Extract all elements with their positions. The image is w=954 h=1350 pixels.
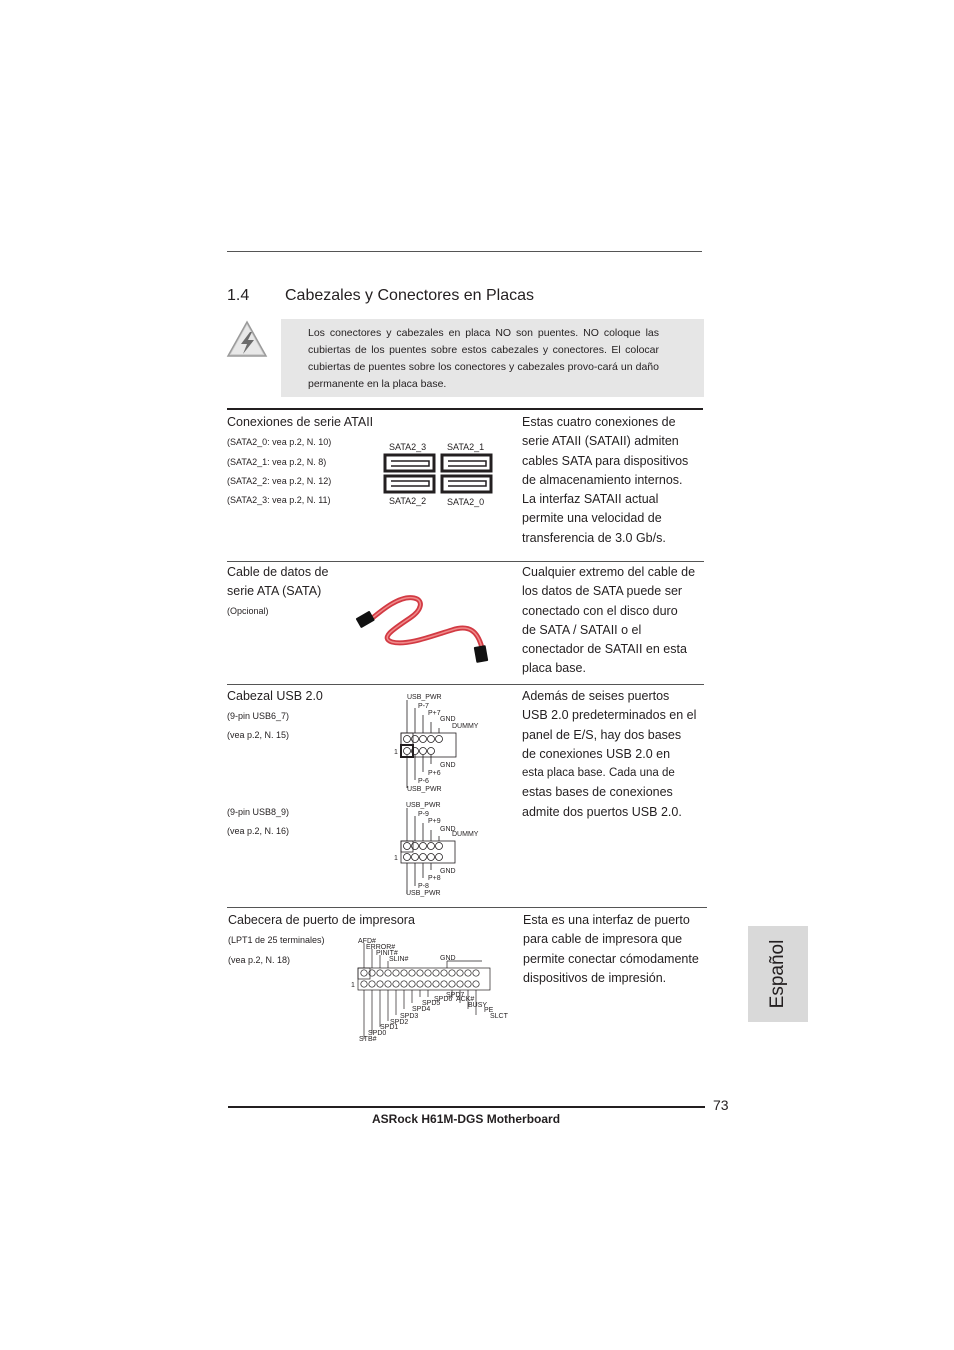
svg-text:P+8: P+8 (428, 875, 441, 882)
cable-rule (227, 561, 704, 562)
usb-header1-ref1: (9-pin USB6_7) (227, 711, 290, 721)
printer-ref2: (vea p.2, N. 18) (228, 955, 291, 965)
svg-text:USB_PWR: USB_PWR (406, 890, 441, 897)
svg-text:GND: GND (440, 716, 456, 723)
svg-text:SPD5: SPD5 (422, 1000, 441, 1007)
svg-text:SLCT: SLCT (490, 1013, 508, 1020)
footer-rule (228, 1106, 705, 1108)
cable-title-1: Cable de datos de (227, 565, 329, 579)
printer-ref1: (LPT1 de 25 terminales) (228, 935, 325, 945)
section-number: 1.4 (227, 287, 250, 304)
usb-header2-ref1: (9-pin USB8_9) (227, 807, 290, 817)
printer-title: Cabecera de puerto de impresora (228, 913, 415, 927)
usb-header-1-diagram (392, 688, 492, 796)
svg-text:AFD#: AFD# (358, 938, 376, 945)
sata-cable-image (352, 590, 492, 665)
warning-box (281, 319, 704, 397)
cable-description: Cualquier extremo del cable de los datos de SATA puede ser conectado con el disco duro de SATA / SATAII o el conectador de SATAII en esta placa base. (522, 565, 696, 676)
warning-triangle-icon (225, 319, 269, 359)
svg-text:P+9: P+9 (428, 818, 441, 825)
page-number: 73 (713, 1097, 729, 1113)
svg-text:SPD6: SPD6 (434, 996, 453, 1003)
svg-text:1: 1 (394, 855, 398, 862)
svg-text:PE: PE (484, 1007, 494, 1014)
svg-text:SPD2: SPD2 (390, 1019, 409, 1026)
sata-label-2-3: SATA2_3 (389, 442, 427, 452)
svg-text:SPD7: SPD7 (446, 992, 465, 999)
cable-note: (Opcional) (227, 606, 269, 616)
sata-description: Estas cuatro conexiones de serie ATAII (SATAII) admiten cables SATA para dispositivos de almacenamiento internos. La interfaz SATAII actual permite una velocidad de transferencia de 3.0 Gb/s. (522, 415, 689, 545)
language-tab (748, 926, 808, 1022)
svg-text:1: 1 (351, 982, 355, 989)
svg-text:BUSY: BUSY (468, 1002, 488, 1009)
usb-header1-ref2: (vea p.2, N. 15) (227, 730, 290, 740)
footer-model: ASRock H61M-DGS Motherboard (372, 1112, 561, 1126)
svg-text:P-8: P-8 (418, 883, 429, 890)
sata-connectors-diagram (383, 453, 495, 495)
svg-text:GND: GND (440, 762, 456, 769)
usb-header2-ref2: (vea p.2, N. 16) (227, 826, 290, 836)
sata-ref-1: (SATA2_1: vea p.2, N. 8) (227, 457, 327, 467)
svg-text:USB_PWR: USB_PWR (407, 694, 442, 701)
printer-header-diagram (350, 933, 520, 1045)
svg-text:ERROR#: ERROR# (366, 944, 396, 951)
language-tab-label: Español (767, 939, 788, 1009)
sata-label-2-2: SATA2_2 (389, 496, 427, 506)
svg-text:GND: GND (440, 955, 456, 962)
svg-text:P-7: P-7 (418, 703, 429, 710)
svg-text:P-9: P-9 (418, 811, 429, 818)
sata-ref-0: (SATA2_0: vea p.2, N. 10) (227, 437, 332, 447)
sata-ref-3: (SATA2_3: vea p.2, N. 11) (227, 495, 331, 505)
section-title: Cabezales y Conectores en Placas (285, 287, 535, 304)
svg-text:P-6: P-6 (418, 778, 429, 785)
svg-text:USB_PWR: USB_PWR (407, 786, 442, 793)
sata-ref-2: (SATA2_2: vea p.2, N. 12) (227, 476, 332, 486)
svg-text:PINIT#: PINIT# (376, 950, 398, 957)
sata-title: Conexiones de serie ATAII (227, 415, 374, 429)
svg-text:GND: GND (440, 868, 456, 875)
svg-text:STB#: STB# (359, 1036, 377, 1043)
usb-header-2-diagram (392, 796, 492, 900)
svg-text:1: 1 (394, 749, 398, 756)
sata-label-2-1: SATA2_1 (447, 442, 485, 452)
svg-text:USB_PWR: USB_PWR (406, 802, 441, 809)
svg-text:SLIN#: SLIN# (389, 956, 409, 963)
usb-description: Además de seises puertos USB 2.0 predeterminados en el panel de E/S, hay dos bases de conexiones USB 2.0 en esta placa base. Cada una de estas bases de conexiones admite dos puertos USB 2.0. (522, 689, 697, 819)
svg-text:DUMMY: DUMMY (452, 831, 479, 838)
svg-text:SPD4: SPD4 (412, 1006, 431, 1013)
sata-rule (227, 408, 703, 410)
svg-text:SPD3: SPD3 (400, 1013, 419, 1020)
svg-text:P+6: P+6 (428, 770, 441, 777)
cable-title-2: serie ATA (SATA) (227, 584, 322, 598)
svg-text:GND: GND (440, 826, 456, 833)
svg-text:SPD1: SPD1 (380, 1024, 399, 1031)
usb-title: Cabezal USB 2.0 (227, 689, 323, 703)
usb-rule (227, 684, 704, 685)
sata-label-2-0: SATA2_0 (447, 497, 485, 507)
svg-text:P+7: P+7 (428, 710, 441, 717)
svg-text:ACK#: ACK# (456, 996, 475, 1003)
top-rule (227, 251, 702, 252)
printer-description: Esta es una interfaz de puerto para cable de impresora que permite conectar cómodamente dispositivos de impresión. (523, 913, 699, 985)
warning-text: Los conectores y cabezales en placa NO son puentes. NO coloque las cubiertas de los puentes sobre estos cabezales y conectores. El colocar cubiertas de puentes sobre los conectores y cabezales provo-cará un daño permanente en la placa base. (308, 327, 659, 390)
svg-text:SPD0: SPD0 (368, 1030, 387, 1037)
svg-text:DUMMY: DUMMY (452, 723, 479, 730)
printer-rule (227, 907, 707, 908)
